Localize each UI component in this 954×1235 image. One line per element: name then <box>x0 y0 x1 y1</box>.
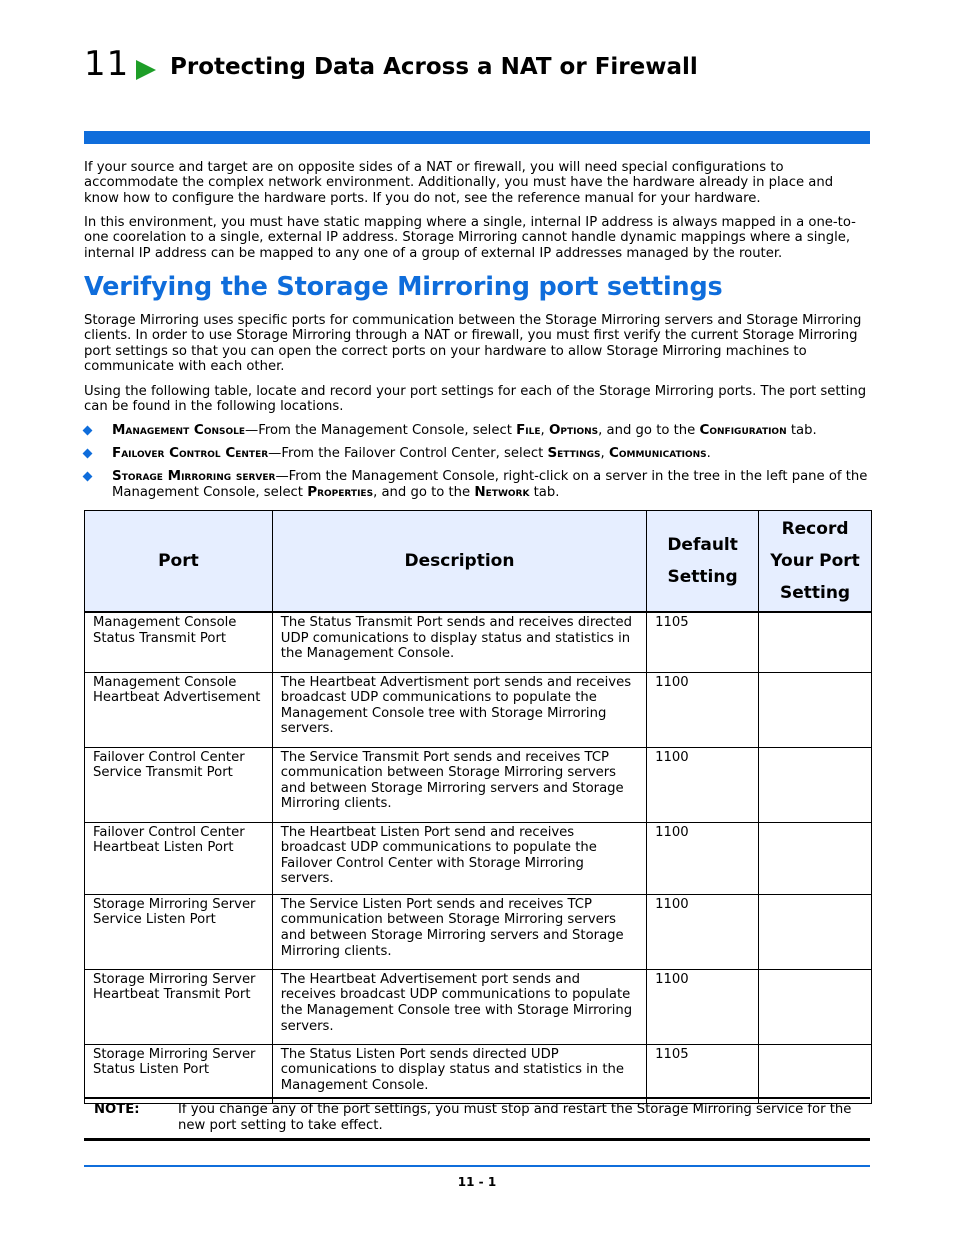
menu-keyword: File <box>516 422 541 438</box>
bullet-text: —From the Management Console, select <box>245 423 517 438</box>
port-cell: Failover Control Center Heartbeat Listen Port <box>85 822 273 894</box>
bullet-text: , and go to the <box>598 423 700 438</box>
bullet-text: tab. <box>529 484 560 500</box>
port-cell: Management Console Status Transmit Port <box>85 612 273 672</box>
table-row <box>85 894 872 969</box>
menu-keyword: Configuration <box>699 422 787 438</box>
record-cell[interactable] <box>759 612 872 672</box>
table-row <box>85 612 872 672</box>
menu-keyword: Options <box>548 422 599 438</box>
intro-paragraph-1: If your source and target are on opposite sides of a NAT or firewall, you will need special configurations to accommodate the complex network environment. Additionally, you must have the hardware already in place and know how to configure the hardware ports. If you do not, see the reference manual for your hardware. <box>84 160 834 206</box>
note-box <box>84 1097 870 1141</box>
port-cell: Storage Mirroring Server Status Listen Port <box>85 1044 273 1103</box>
bullet-text: , <box>540 423 549 438</box>
header-description: Description <box>272 511 646 613</box>
port-cell: Management Console Heartbeat Advertisement <box>85 672 273 747</box>
table-row <box>85 969 872 1044</box>
record-cell[interactable] <box>759 1044 872 1103</box>
note-text: If you change any of the port settings, you must stop and restart the Storage Mirroring service for the new port setting to take effect. <box>178 1102 852 1133</box>
description-cell: The Heartbeat Advertisement port sends and receives broadcast UDP communications to populate the Management Console tree with Storage Mirroring servers. <box>272 969 646 1044</box>
note-label: NOTE: <box>94 1102 140 1117</box>
port-cell: Failover Control Center Service Transmit Port <box>85 747 273 822</box>
header-port: Port <box>85 511 273 613</box>
chapter-number: 11 <box>84 44 130 84</box>
default-cell: 1100 <box>647 822 759 894</box>
bullet-item <box>84 469 870 500</box>
default-cell: 1100 <box>647 672 759 747</box>
intro-paragraph-2: In this environment, you must have static mapping where a single, internal IP address is always mapped in a one-to-one coorelation to a single, external IP address. Storage Mirroring cannot handle dynamic mappings where a single, internal IP address can be mapped to any one of a group of external IP addresses managed by the router. <box>84 215 856 261</box>
default-cell: 1105 <box>647 612 759 672</box>
menu-keyword: Network <box>474 483 530 500</box>
description-cell: The Status Transmit Port sends and receives directed UDP comunications to display status and statistics in the Management Console. <box>272 612 646 672</box>
table-row <box>85 672 872 747</box>
bullet-term: Storage Mirroring server <box>112 468 276 484</box>
port-cell: Storage Mirroring Server Heartbeat Transmit Port <box>85 969 273 1044</box>
bullet-text: , and go to the <box>373 484 475 500</box>
description-cell: The Service Listen Port sends and receives TCP communication between Storage Mirroring servers and between Storage Mirroring servers and Storage Mirroring clients. <box>272 894 646 969</box>
table-header-row <box>85 511 872 613</box>
footer-rule <box>84 1165 870 1167</box>
port-cell: Storage Mirroring Server Service Listen Port <box>85 894 273 969</box>
menu-keyword: Communications <box>608 445 707 461</box>
section-heading: Verifying the Storage Mirroring port settings <box>84 272 723 302</box>
bullet-text: tab. <box>786 423 817 438</box>
chapter-title: Protecting Data Across a NAT or Firewall <box>170 54 698 80</box>
table-row <box>85 747 872 822</box>
record-cell[interactable] <box>759 822 872 894</box>
record-cell[interactable] <box>759 747 872 822</box>
port-settings-table <box>84 510 872 1104</box>
bullet-text: —From the Failover Control Center, select <box>268 446 548 461</box>
bullet-text: . <box>706 446 711 461</box>
description-cell: The Heartbeat Advertisment port sends and receives broadcast UDP communications to populate the Management Console tree with Storage Mirroring servers. <box>272 672 646 747</box>
page-number: 11 - 1 <box>457 1175 497 1189</box>
description-cell: The Heartbeat Listen Port send and receives broadcast UDP communications to populate the Failover Control Center with Storage Mirroring servers. <box>272 822 646 894</box>
section-paragraph-2: Using the following table, locate and record your port settings for each of the Storage Mirroring ports. The port setting can be found in the following locations. <box>84 384 867 415</box>
table-row <box>85 822 872 894</box>
default-cell: 1100 <box>647 747 759 822</box>
bullet-item <box>84 423 870 439</box>
menu-keyword: Settings <box>547 445 601 461</box>
bullet-term: Failover Control Center <box>112 445 269 461</box>
bullet-text: , <box>600 446 609 461</box>
description-cell: The Service Transmit Port sends and receives TCP communication between Storage Mirroring servers and between Storage Mirroring servers and Storage Mirroring clients. <box>272 747 646 822</box>
bullet-text: —From the Management Console, right-click on a server in the tree in the left pane of the Management Console, select <box>112 469 868 500</box>
section-paragraph-1: Storage Mirroring uses specific ports for communication between the Storage Mirroring servers and Storage Mirroring clients. In order to use Storage Mirroring through a NAT or firewall, you must first verify the current Storage Mirroring port settings so that you can open the correct ports on your hardware to allow Storage Mirroring machines to communicate with each other. <box>84 313 862 374</box>
chapter-divider-bar <box>84 131 870 144</box>
bullet-term: Management Console <box>112 422 246 438</box>
diamond-bullet-icon <box>83 426 93 436</box>
record-cell[interactable] <box>759 969 872 1044</box>
chapter-arrow-icon <box>136 60 156 80</box>
header-record-setting: Record Your Port Setting <box>759 511 872 613</box>
menu-keyword: Properties <box>307 483 374 500</box>
record-cell[interactable] <box>759 672 872 747</box>
default-cell: 1100 <box>647 969 759 1044</box>
description-cell: The Status Listen Port sends directed UDP comunications to display status and statistics in the Management Console. <box>272 1044 646 1103</box>
diamond-bullet-icon <box>83 472 93 482</box>
default-cell: 1105 <box>647 1044 759 1103</box>
record-cell[interactable] <box>759 894 872 969</box>
diamond-bullet-icon <box>83 449 93 459</box>
header-default-setting: Default Setting <box>647 511 759 613</box>
table-row <box>85 1044 872 1103</box>
default-cell: 1100 <box>647 894 759 969</box>
bullet-item <box>84 446 870 462</box>
